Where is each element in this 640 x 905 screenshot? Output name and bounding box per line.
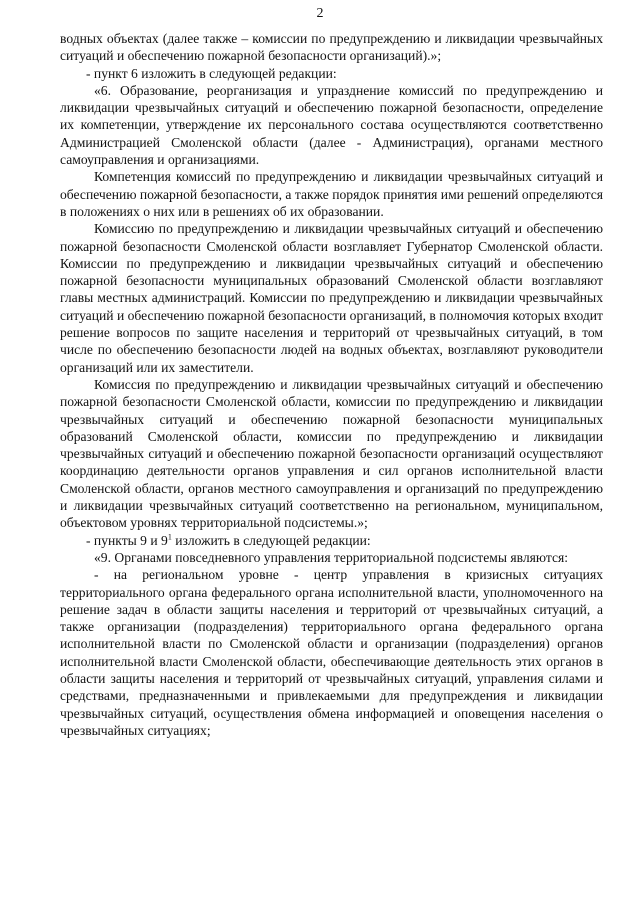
amendment-instruction-points-9	[60, 532, 603, 549]
paragraph-point-6: «6. Образование, реорганизация и упразднение комиссий по предупреждению и ликвидации чрезвычайных ситуаций и обеспечению пожарной безопасности, определение их компетенции, утверждение их персонального состава осуществляются соответственно Администрацией Смоленской области (далее - Администрация), органами местного самоуправления и организациями.	[60, 82, 603, 168]
paragraph-continuation: водных объектах (далее также – комиссии по предупреждению и ликвидации чрезвычайных ситуаций и обеспечению пожарной безопасности организаций).»;	[60, 31, 603, 64]
amendment-instruction-superscript: 1	[167, 532, 172, 542]
paragraph-point-9: «9. Органами повседневного управления территориальной подсистемы являются:	[94, 549, 569, 565]
paragraph-coordination: Комиссия по предупреждению и ликвидации чрезвычайных ситуаций и обеспечению пожарной безопасности Смоленской области, комиссии по предупреждению и ликвидации чрезвычайных ситуаций и обеспечению пожарной безопасности муниципальных образований Смоленской области, комиссии по предупреждению и ликвидации чрезвычайных ситуаций и обеспечению пожарной безопасности организаций осуществляют координацию деятельности органов управления и сил органов исполнительной власти Смоленской области, органов местного самоуправления и организаций по предупреждению и ликвидации чрезвычайных ситуаций соответственно на региональном, муниципальном, объектовом уровнях территориальной подсистемы.»;	[60, 376, 603, 531]
paragraph-competence: Компетенция комиссий по предупреждению и ликвидации чрезвычайных ситуаций и обеспечению пожарной безопасности, а также порядок принятия ими решений определяются в положениях о них или в решениях об их образовании.	[60, 169, 603, 219]
paragraph-regional-level: - на региональном уровне - центр управления в кризисных ситуациях территориального органа федерального органа исполнительной власти, уполномоченного на решение задач в области защиты населения и территорий от чрезвычайных ситуаций, а также организации (подразделения) территориального органа федерального органа исполнительной власти по Смоленской области и организации (подразделения) органов исполнительной власти Смоленской области, обеспечивающие деятельность этих органов в области защиты населения и территорий от чрезвычайных ситуаций, управления силами и средствами, предназначенными и привлекаемыми для предупреждения и ликвидации чрезвычайных ситуаций, осуществления обмена информацией и оповещения населения о чрезвычайных ситуациях;	[60, 567, 603, 738]
amendment-instruction-text-before: - пункты 9 и 9	[86, 532, 168, 548]
amendment-instruction-point-6: - пункт 6 изложить в следующей редакции:	[86, 65, 337, 81]
amendment-instruction-text-after: изложить в следующей редакции:	[171, 532, 371, 548]
page-number: 2	[316, 6, 324, 21]
document-body	[60, 30, 603, 739]
paragraph-commission-heads: Комиссию по предупреждению и ликвидации чрезвычайных ситуаций и обеспечению пожарной безопасности Смоленской области возглавляет Губернатор Смоленской области. Комиссии по предупреждению и ликвидации чрезвычайных ситуаций и обеспечению пожарной безопасности муниципальных образований Смоленской области возглавляют главы местных администраций. Комиссии по предупреждению и ликвидации чрезвычайных ситуаций и обеспечению пожарной безопасности организаций, в полномочия которых входит решение вопросов по защите населения и территорий от чрезвычайных ситуаций, в том числе по обеспечению безопасности людей на водных объектах, возглавляют руководители организаций или их заместители.	[60, 221, 603, 375]
